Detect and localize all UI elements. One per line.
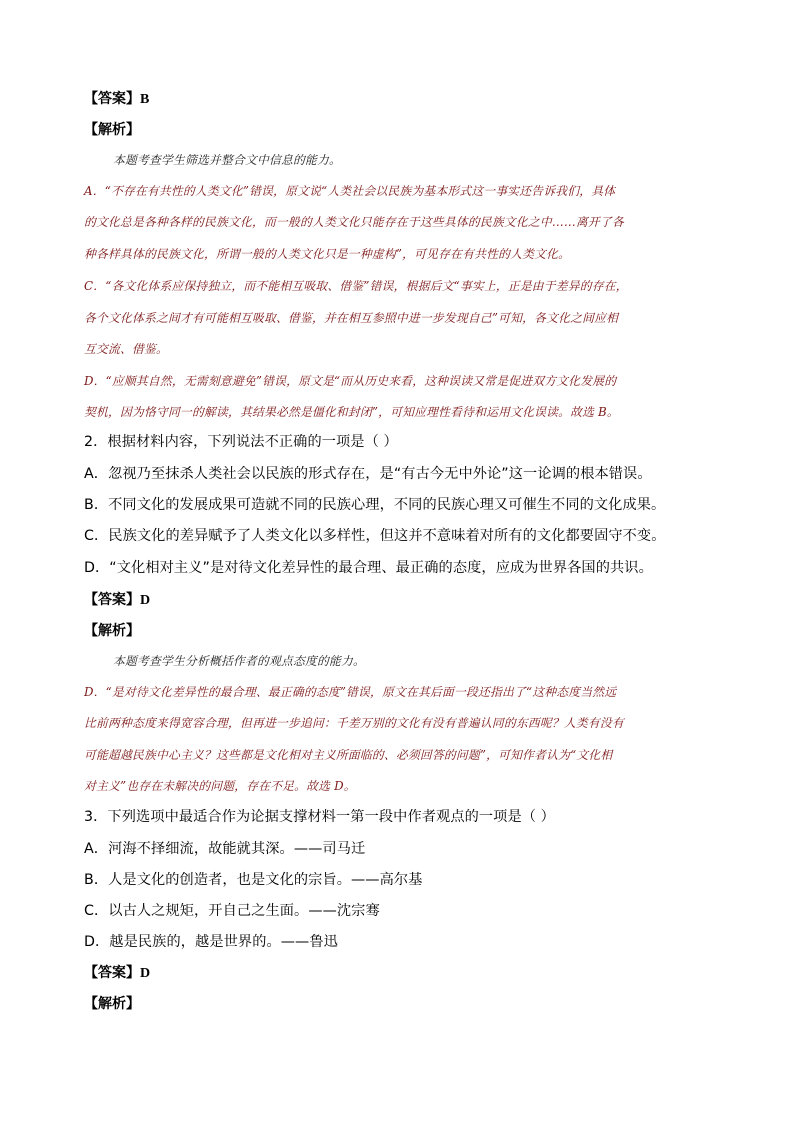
question-2-option-b: B．不同文化的发展成果可造就不同的民族心理，不同的民族心理又可催生不同的文化成果。 [84, 497, 666, 513]
explanation-2-line-1: D．“是对待文化差异性的最合理、最正确的态度”错误，原文在其后面一段还指出了“这种态度当然远 [84, 685, 617, 699]
answer-value: B [140, 92, 150, 107]
explanation-2-line-4: 对主义”也存在未解决的问题，存在不足。故选 D。 [84, 779, 356, 793]
question-3-stem: 3．下列选项中最适合作为论据支撑材料一第一段中作者观点的一项是（ ） [84, 809, 555, 825]
question-3-option-d: D．越是民族的，越是世界的。——鲁迅 [84, 934, 338, 950]
question-2-option-c: C．民族文化的差异赋予了人类文化以多样性，但这并不意味着对所有的文化都要固守不变。 [84, 528, 666, 544]
question-2-stem: 2．根据材料内容，下列说法不正确的一项是（ ） [84, 434, 398, 450]
answer-1 [84, 88, 149, 108]
answer-value: D [140, 593, 151, 608]
explanation-2-line-3: 可能超越民族中心主义？这些都是文化相对主义所面临的、必须回答的问题”，可知作者认为“文化相 [84, 748, 613, 762]
explanation-1-line-3: 种各样具体的民族文化，所谓一般的人类文化只是一种虚构”，可见存在有共性的人类文化。 [84, 247, 571, 261]
question-3-option-c: C．以古人之规矩，开自己之生面。——沈宗骞 [84, 903, 380, 919]
answer-tag: 【答案】 [84, 592, 140, 608]
question-2-option-a: A．忽视乃至抹杀人类社会以民族的形式存在，是“有古今无中外论”这一论调的根本错误。 [84, 466, 652, 482]
answer-3 [84, 962, 150, 982]
explanation-1-line-1: A．“不存在有共性的人类文化”错误，原文说“人类社会以民族为基本形式这一事实还告诉我们，具体 [84, 184, 616, 198]
question-3-option-a: A．河海不择细流，故能就其深。——司马迁 [84, 841, 366, 857]
explanation-1-line-8: 契机，因为恪守同一的解读，其结果必然是僵化和封闭”，可知应理性看待和运用文化误读。故选 B。 [84, 405, 619, 419]
answer-2 [84, 589, 150, 609]
explanation-1-line-5: 各个文化体系之间才有可能相互吸取、借鉴，并在相互参照中进一步发现自己”可知，各文化之间应相 [84, 311, 619, 325]
explanation-2-line-2: 比前两种态度来得宽容合理，但再进一步追问：千差万别的文化有没有普遍认同的东西呢？人类有没有 [84, 716, 624, 730]
answer-tag: 【答案】 [84, 965, 140, 981]
explanation-1-line-7: D．“应顺其自然，无需刻意避免”错误，原文是“而从历史来看，这种误读又常是促进双方文化发展的 [84, 374, 617, 388]
explanation-1-line-2: 的文化总是各种各样的民族文化，而一般的人类文化只能存在于这些具体的民族文化之中……离开了各 [84, 215, 624, 229]
analysis-tag-1: 【解析】 [84, 122, 140, 138]
explanation-2-line-0: 本题考查学生分析概括作者的观点态度的能力。 [113, 654, 365, 668]
explanation-1-line-4: C．“各文化体系应保持独立，而不能相互吸取、借鉴”错误，根据后文“事实上，正是由于差异的存在， [84, 279, 628, 293]
analysis-tag-2: 【解析】 [84, 623, 140, 639]
answer-tag: 【答案】 [84, 91, 140, 107]
question-2-option-d: D．“文化相对主义”是对待文化差异性的最合理、最正确的态度，应成为世界各国的共识。 [84, 560, 653, 576]
answer-value: D [140, 966, 151, 981]
question-3-option-b: B．人是文化的创造者，也是文化的宗旨。——高尔基 [84, 872, 423, 888]
explanation-1-line-0: 本题考查学生筛选并整合文中信息的能力。 [113, 153, 341, 167]
analysis-tag-3: 【解析】 [84, 996, 140, 1012]
explanation-1-line-6: 互交流、借鉴。 [84, 342, 168, 356]
